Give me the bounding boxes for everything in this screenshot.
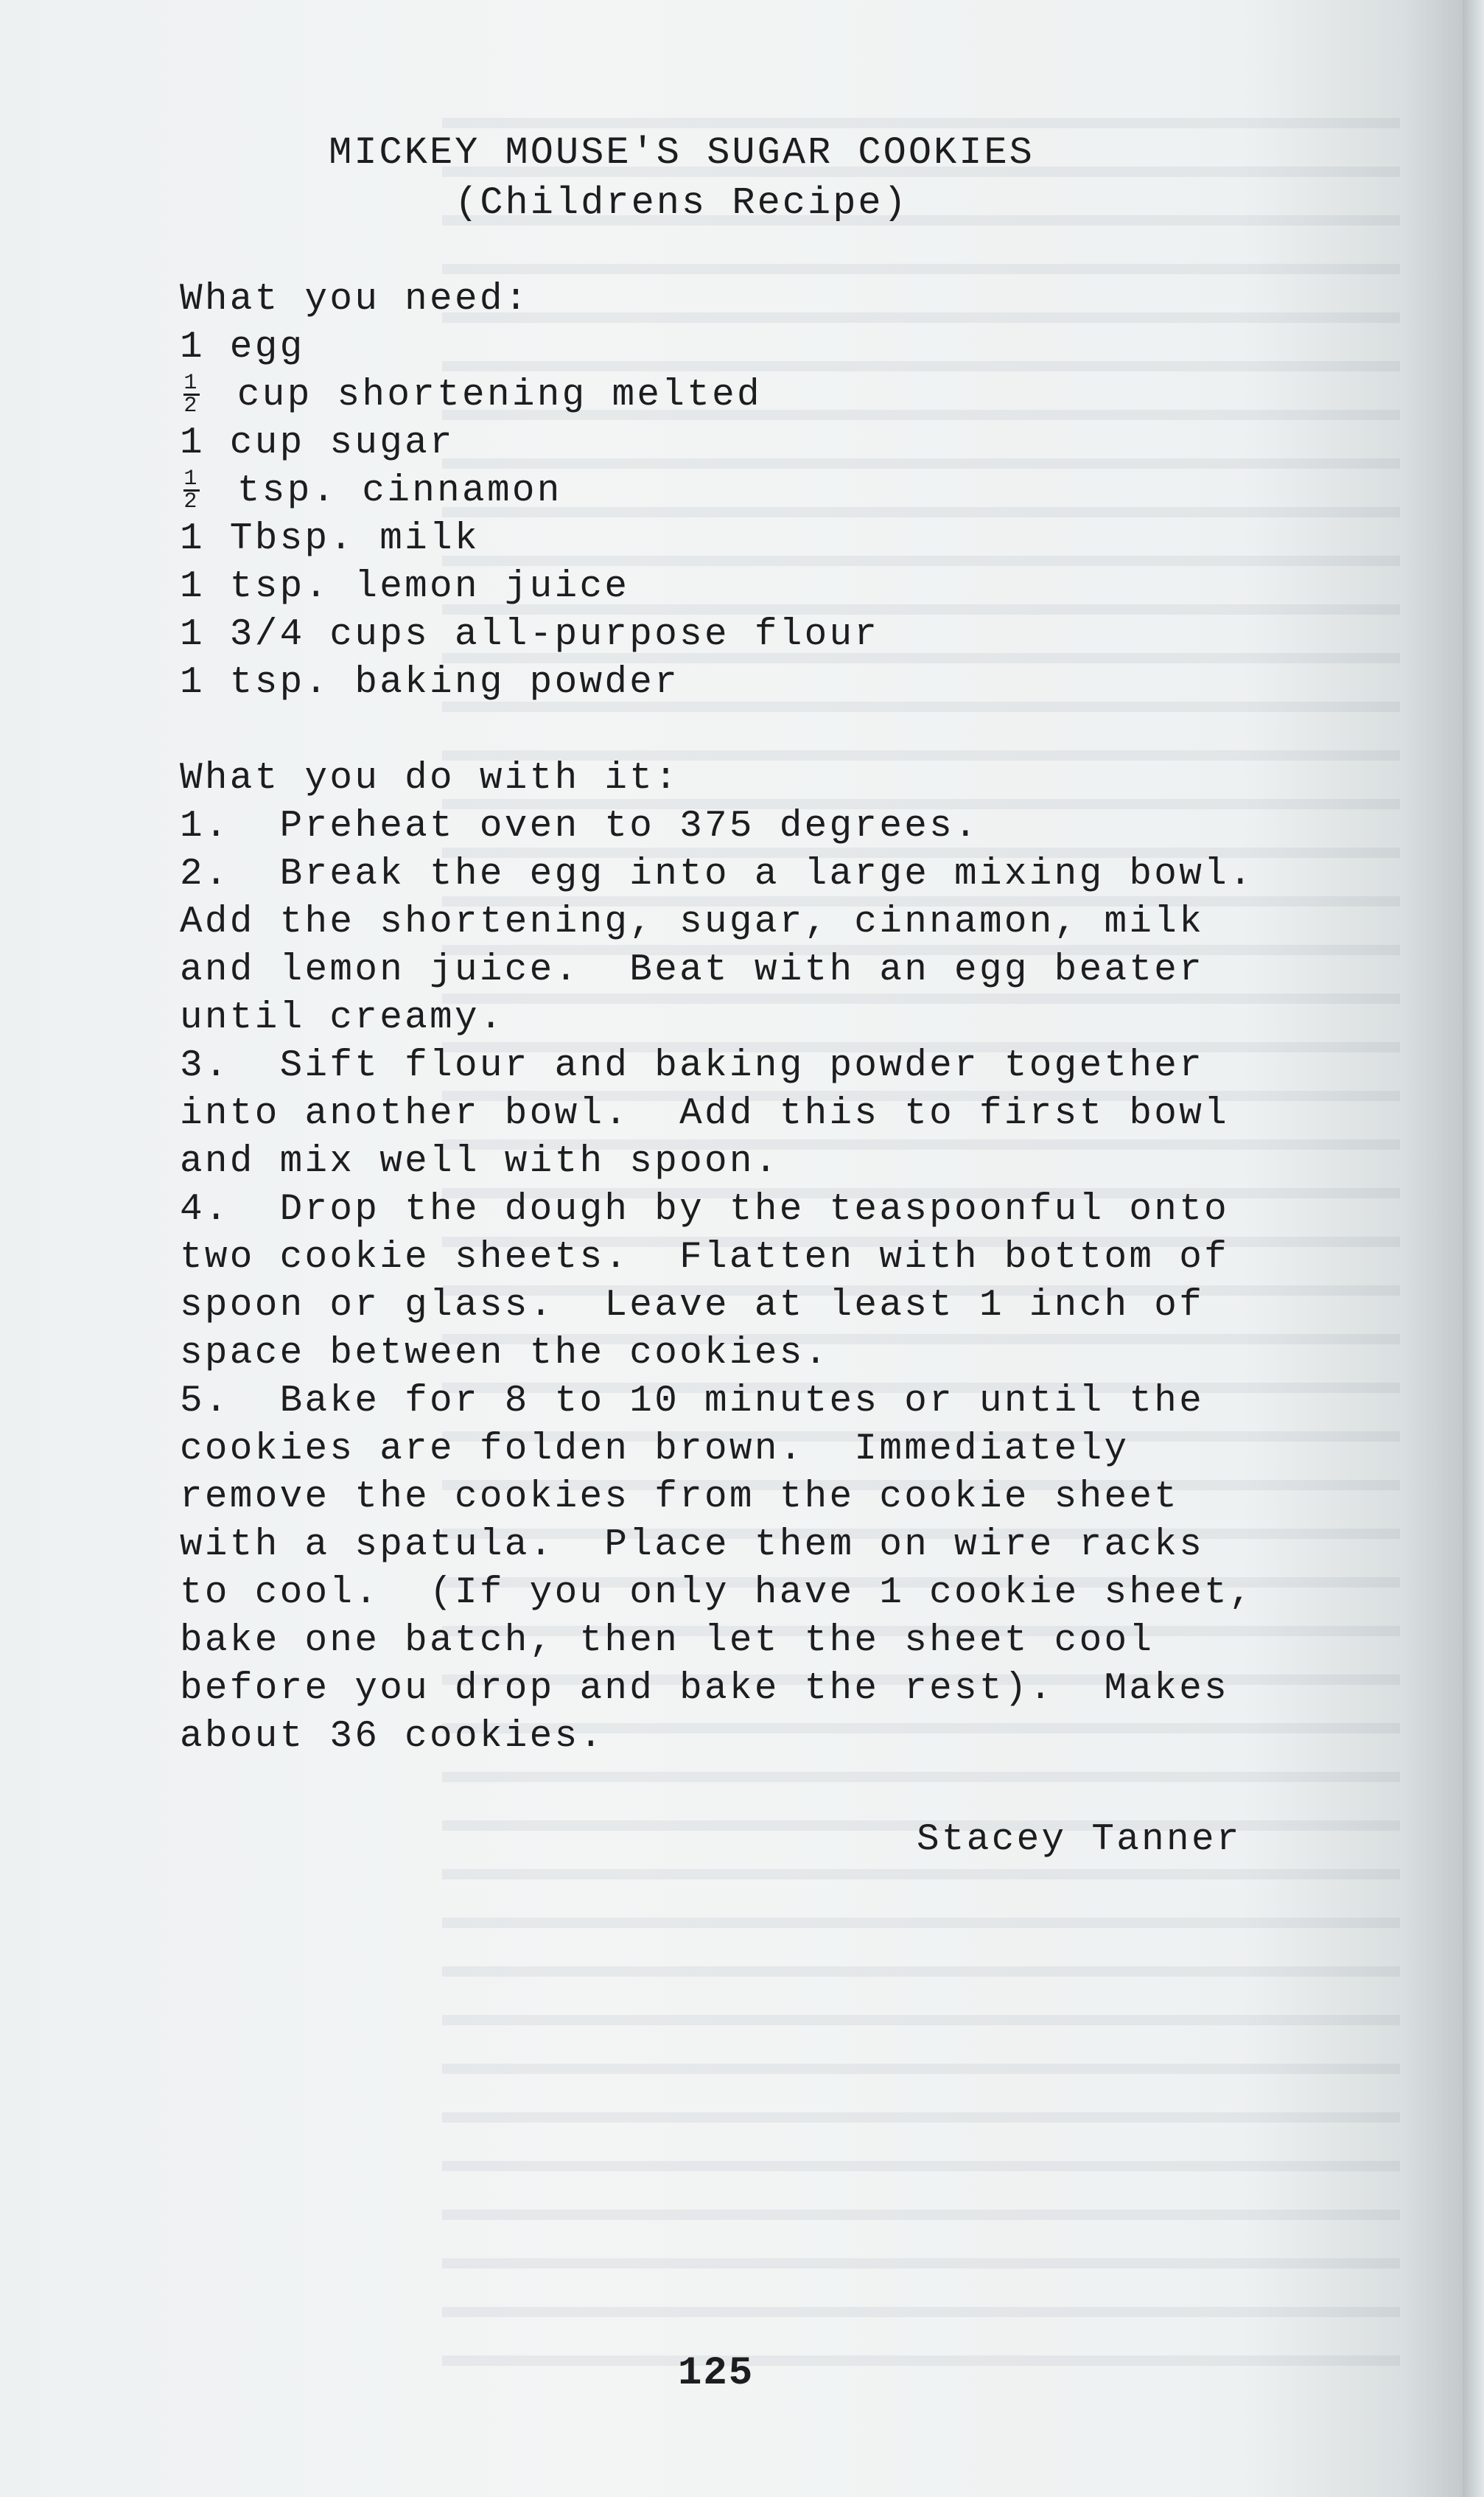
- direction-line: 1. Preheat oven to 375 degrees.: [180, 806, 979, 848]
- ingredient-line: 1 tsp. lemon juice: [180, 566, 630, 608]
- direction-line: spoon or glass. Leave at least 1 inch of: [180, 1285, 1205, 1327]
- direction-line: about 36 cookies.: [180, 1716, 605, 1758]
- ingredient-line: 1 3/4 cups all-purpose flour: [180, 614, 880, 656]
- ingredient-line: $\frac{1}{2}$ tsp. cinnamon: [180, 468, 562, 515]
- ingredient-line: $\frac{1}{2}$ cup shortening melted: [180, 372, 762, 419]
- direction-line: with a spatula. Place them on wire racks: [180, 1524, 1205, 1566]
- ingredient-line: 1 Tbsp. milk: [180, 518, 480, 560]
- direction-line: space between the cookies.: [180, 1333, 830, 1375]
- direction-line: 2. Break the egg into a large mixing bowl.: [180, 853, 1254, 895]
- direction-line: and lemon juice. Beat with an egg beater: [180, 949, 1205, 991]
- direction-line: Add the shortening, sugar, cinnamon, milk: [180, 901, 1205, 943]
- direction-line: 4. Drop the dough by the teaspoonful onto: [180, 1189, 1230, 1231]
- direction-line: into another bowl. Add this to first bowl: [180, 1093, 1230, 1135]
- recipe-subtitle: (Childrens Recipe): [455, 181, 909, 225]
- page-number: 125: [678, 2351, 755, 2396]
- direction-line: and mix well with spoon.: [180, 1141, 780, 1183]
- author-signature: Stacey Tanner: [917, 1819, 1242, 1861]
- direction-line: 5. Bake for 8 to 10 minutes or until the: [180, 1380, 1205, 1422]
- directions-heading: What you do with it:: [180, 758, 680, 800]
- direction-line: until creamy.: [180, 997, 505, 1039]
- direction-line: bake one batch, then let the sheet cool: [180, 1620, 1155, 1662]
- recipe-title: MICKEY MOUSE'S SUGAR COOKIES: [329, 131, 1035, 175]
- direction-line: cookies are folden brown. Immediately: [180, 1428, 1130, 1470]
- direction-line: two cookie sheets. Flatten with bottom of: [180, 1237, 1230, 1279]
- fraction-half: $\frac{1}{2}$: [183, 371, 200, 419]
- direction-line: 3. Sift flour and baking powder together: [180, 1045, 1205, 1087]
- ingredient-line: 1 cup sugar: [180, 422, 455, 464]
- fraction-half: $\frac{1}{2}$: [183, 467, 200, 515]
- ingredient-line: 1 tsp. baking powder: [180, 662, 680, 704]
- direction-line: before you drop and bake the rest). Makes: [180, 1668, 1230, 1710]
- direction-line: remove the cookies from the cookie sheet: [180, 1476, 1180, 1518]
- ingredients-heading: What you need:: [180, 279, 530, 321]
- page-edge: [1463, 0, 1484, 2497]
- ingredient-line: 1 egg: [180, 326, 305, 369]
- direction-line: to cool. (If you only have 1 cookie sheet,: [180, 1572, 1254, 1614]
